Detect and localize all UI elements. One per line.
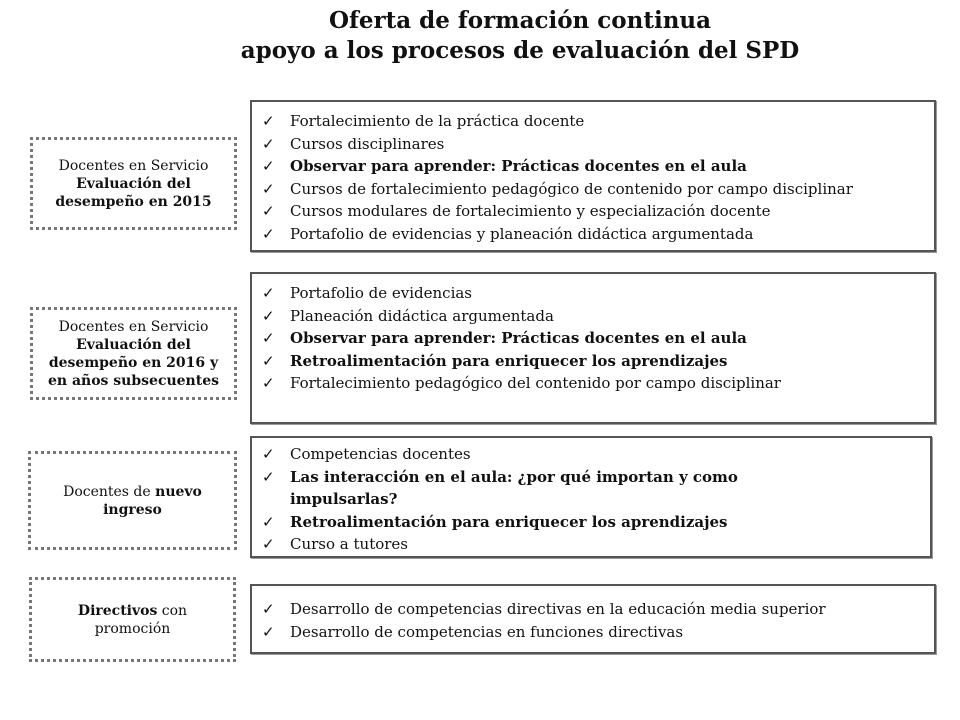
course-list-servicio-2016 [250,272,936,424]
check-icon: ✓ [262,284,275,302]
label-part: Docentes en Servicio [58,157,209,174]
label-box-servicio-2016 [30,307,237,400]
label-part: Docentes de [63,483,151,500]
list-item: ✓ Retroalimentación para enriquecer los aprendizajes [262,350,928,373]
list-item: ✓ Curso a tutores [262,533,810,556]
label-box-directivos [29,577,236,662]
check-icon: ✓ [262,467,275,486]
check-icon: ✓ [262,351,275,370]
course-list-directivos [250,584,936,654]
check-icon: ✓ [262,445,275,463]
list-item: ✓ Desarrollo de competencias directivas en la educación media superior [262,598,928,621]
course-items [262,282,928,395]
list-item: ✓ Las interacción en el aula: ¿por qué importan y como impulsarlas? [262,467,738,508]
course-items [262,110,928,245]
check-icon: ✓ [262,112,275,130]
list-item: ✓ Observar para aprender: Prácticas docentes en el aula [262,155,928,178]
list-item: ✓ Portafolio de evidencias y planeación didáctica argumentada [262,223,928,246]
course-list-servicio-2015 [250,100,936,252]
title-line-1: Oferta de formación continua [328,7,712,34]
list-item: ✓ Cursos modulares de fortalecimiento y especialización docente [262,200,928,223]
check-icon: ✓ [262,512,275,531]
check-icon: ✓ [262,134,275,153]
label-part: con promoción [94,602,188,637]
check-icon: ✓ [262,224,275,243]
label-part-bold: nuevo ingreso [103,483,202,518]
list-item: ✓ Competencias docentes [262,443,810,466]
list-item: ✓ Fortalecimiento pedagógico del contenido por campo disciplinar [262,372,928,395]
check-icon: ✓ [262,157,275,175]
label-text [49,157,219,211]
label-text [58,483,208,519]
list-item: ✓ Fortalecimiento de la práctica docente [262,110,928,133]
diagram-title [0,6,960,66]
course-list-nuevo-ingreso [250,436,932,558]
check-icon: ✓ [262,179,275,198]
list-item: ✓ Portafolio de evidencias [262,282,928,305]
check-icon: ✓ [262,600,275,618]
label-text [39,318,229,390]
list-item: ✓ Cursos disciplinares [262,133,928,156]
course-items [262,598,928,643]
label-part-bold: Evaluación del desempeño en 2015 [55,175,212,210]
label-part: Docentes en Servicio [58,318,209,335]
label-part-bold: Directivos [77,602,158,619]
check-icon: ✓ [262,329,275,347]
list-item: ✓ Observar para aprender: Prácticas docentes en el aula [262,327,928,350]
course-items [262,443,810,556]
title-line-2: apoyo a los procesos de evaluación del SPD [240,37,800,64]
list-item: ✓ Retroalimentación para enriquecer los aprendizajes [262,511,810,534]
list-item: ✓ Desarrollo de competencias en funciones directivas [262,621,928,644]
label-text [63,602,203,638]
list-item: ✓ Planeación didáctica argumentada [262,305,928,328]
check-icon: ✓ [262,622,275,641]
label-part-bold: Evaluación del desempeño en 2016 y en años subsecuentes [48,336,219,389]
check-icon: ✓ [262,374,275,392]
label-box-servicio-2015 [30,137,237,230]
check-icon: ✓ [262,535,275,553]
check-icon: ✓ [262,306,275,325]
check-icon: ✓ [262,202,275,220]
list-item: ✓ Cursos de fortalecimiento pedagógico de contenido por campo disciplinar [262,178,928,201]
label-box-nuevo-ingreso [28,451,237,550]
